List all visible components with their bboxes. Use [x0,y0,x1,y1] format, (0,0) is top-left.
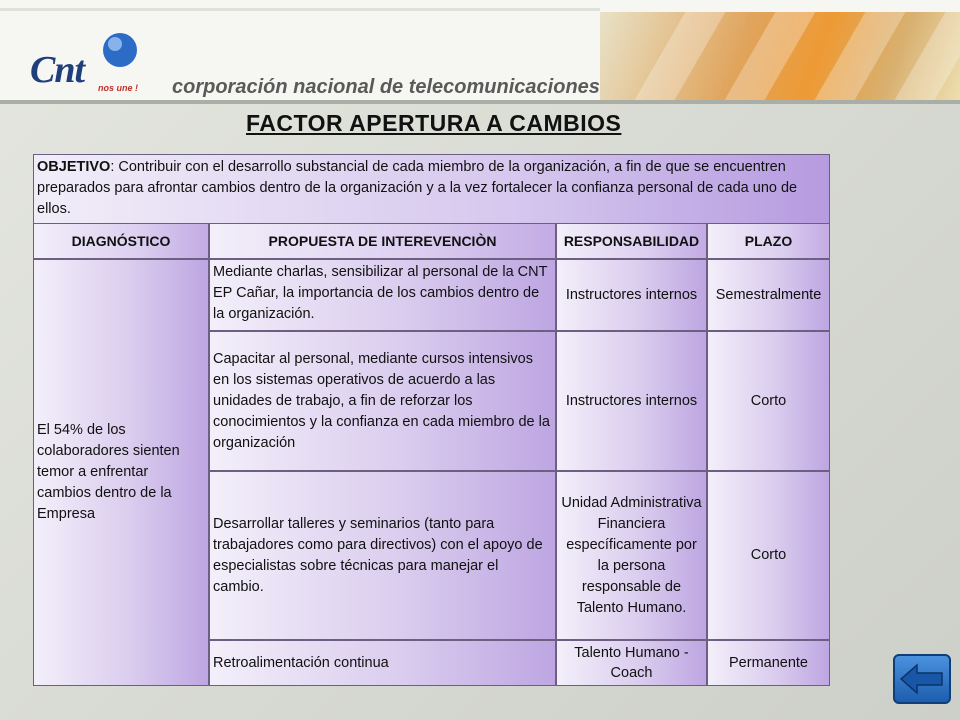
header-responsibility: RESPONSABILIDAD [556,223,707,259]
header-divider [0,100,960,104]
objective-cell [33,154,830,223]
intervention-table [33,154,830,686]
table-row-1-responsibility: Instructores internos [556,259,707,331]
header-top-strip [0,8,600,11]
header-bar [0,0,960,100]
diagnosis-text: El 54% de los colaboradores sienten temor a enfrentar cambios dentro de la Empresa [37,422,180,522]
header-term: PLAZO [707,223,830,259]
header-banner-image [600,12,960,100]
organization-name: corporación nacional de telecomunicaciones [172,76,600,98]
table-row-4-responsibility: Talento Humano - Coach [556,640,707,686]
table-row-4-term: Permanente [707,640,830,686]
table-row-1-term: Semestralmente [707,259,830,331]
page-title: FACTOR APERTURA A CAMBIOS [246,110,622,136]
objective-text: : Contribuir con el desarrollo substancial de cada miembro de la organización, a fin de que se encuentren preparados para afrontar cambios dentro de la organización y a la vez fortalecer la confianza personal de cada uno de ellos. [37,159,798,217]
table-row-1-proposal: Mediante charlas, sensibilizar al personal de la CNT EP Cañar, la importancia de los cambios dentro de la organización. [209,259,556,331]
arrow-left-icon[interactable] [893,654,951,704]
logo-tagline: nos une ! [98,83,138,93]
objective-label: OBJETIVO [37,159,111,175]
header-diagnosis: DIAGNÓSTICO [33,223,209,259]
table-row-3-responsibility: Unidad Administrativa Financiera específicamente por la persona responsable de Talento Humano. [556,471,707,640]
table-row-3-proposal: Desarrollar talleres y seminarios (tanto para trabajadores como para directivos) con el apoyo de especialistas sobre técnicas para manejar el cambio. [209,471,556,640]
table-row-3-term: Corto [707,471,830,640]
table-row-2-term: Corto [707,331,830,471]
header-proposal: PROPUESTA DE INTEREVENCIÒN [209,223,556,259]
table-row-2-responsibility: Instructores internos [556,331,707,471]
logo-text: Cnt [30,49,85,91]
diagnosis-cell [33,259,209,686]
table-row-2-proposal: Capacitar al personal, mediante cursos intensivos en los sistemas operativos de acuerdo a las unidades de trabajo, a fin de reforzar los conocimientos y la confianza en cada miembro de la organización [209,331,556,471]
table-row-4-proposal: Retroalimentación continua [209,640,556,686]
